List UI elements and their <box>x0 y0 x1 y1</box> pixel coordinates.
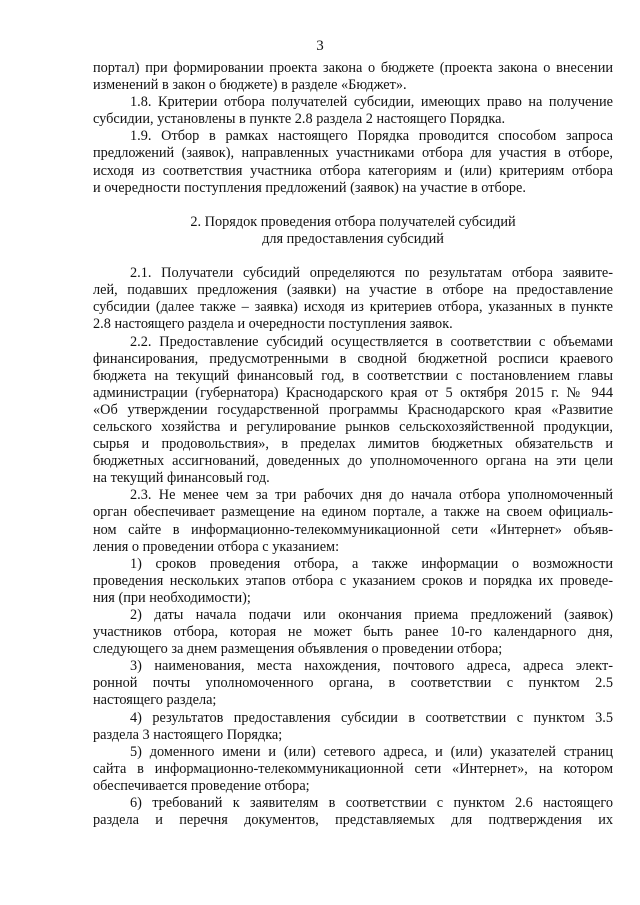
text-line: сайта в информационно-телекоммуникационной сети «Интернет», на котором <box>93 760 613 777</box>
text-line: проведения нескольких этапов отбора с указанием сроков и порядка их проведе- <box>93 572 613 589</box>
text-line: на текущий финансовый год. <box>93 470 270 487</box>
paragraph <box>93 60 613 94</box>
text-line: 6) требований к заявителям в соответствии с пунктом 2.6 настоящего <box>130 795 613 812</box>
text-line: ния (при необходимости); <box>93 589 251 606</box>
spacer <box>93 248 613 265</box>
text-line: 2.2. Предоставление субсидий осуществляется в соответствии с объемами <box>130 333 613 350</box>
paragraph <box>93 795 613 829</box>
text-line: исходя из соответствия участника отбора категориям и (или) критериям отбора <box>93 162 613 179</box>
text-line: ронной почты уполномоченного органа, в соответствии с пунктом 2.5 <box>93 675 613 692</box>
paragraph <box>93 744 613 795</box>
text-line: 1.9. Отбор в рамках настоящего Порядка проводится способом запроса <box>130 128 613 145</box>
text-line: портал) при формировании проекта закона о бюджете (проекта закона о внесении <box>93 60 613 76</box>
text-line: и очередности поступления предложений (заявок) на участие в отборе. <box>93 179 526 196</box>
text-line: субсидии, установлены в пункте 2.8 раздела 2 настоящего Порядка. <box>93 111 506 128</box>
text-line: раздела 3 настоящего Порядка; <box>93 726 283 743</box>
page-number: 3 <box>316 38 324 54</box>
text-line: ления о проведении отбора с указанием: <box>93 538 340 555</box>
spacer <box>93 197 613 214</box>
paragraph <box>93 556 613 607</box>
text-line: сельского хозяйства и регулирование рынков сельскохозяйственной продукции, <box>93 418 613 435</box>
text-line: орган обеспечивает размещение на едином портале, а также на своем официаль- <box>93 504 613 521</box>
text-line: сырья и продовольствия», в пределах лимитов бюджетных обязательств и <box>93 436 613 453</box>
text-line: бюджетных ассигнований, доведенных до уполномоченного органа на эти цели <box>93 453 613 470</box>
text-line: 3) наименования, места нахождения, почтового адреса, адреса элект- <box>130 658 613 675</box>
paragraph <box>93 658 613 709</box>
paragraph <box>93 265 613 333</box>
text-line: финансирования, предусмотренными в сводной бюджетной росписи краевого <box>93 350 613 367</box>
text-line: «Об утверждении государственной программы Краснодарского края «Развитие <box>93 401 613 418</box>
text-line: субсидии (далее также – заявка) исходя из критериев отбора, указанных в пункте <box>93 299 613 316</box>
text-line: изменений в закон о бюджете) в разделе «Бюджет». <box>93 77 407 94</box>
text-line: 1.8. Критерии отбора получателей субсидии, имеющих право на получение <box>130 94 613 111</box>
text-line: предложений (заявок), направленных участниками отбора для участия в отборе, <box>93 145 613 162</box>
text-line: 4) результатов предоставления субсидии в соответствии с пунктом 3.5 <box>130 709 613 726</box>
text-line: ном сайте в информационно-телекоммуникационной сети «Интернет» объяв- <box>93 521 613 538</box>
heading-line: 2. Порядок проведения отбора получателей субсидий <box>190 213 516 230</box>
paragraph <box>93 607 613 658</box>
text-line: участников отбора, которая не может быть ранее 10-го календарного дня, <box>93 624 613 641</box>
text-line: обеспечивается проведение отбора; <box>93 777 310 794</box>
text-line: 1) сроков проведения отбора, а также информации о возможности <box>130 555 613 572</box>
section-heading <box>93 214 613 248</box>
text-line: раздела и перечня документов, представляемых для подтверждения их <box>93 812 613 829</box>
text-line: бюджета на текущий финансовый год, в соответствии с постановлением главы <box>93 367 613 384</box>
text-line: 2.1. Получатели субсидий определяются по результатам отбора заявите- <box>130 265 613 282</box>
text-line: 5) доменного имени и (или) сетевого адреса, и (или) указателей страниц <box>130 743 613 760</box>
text-line: 2) даты начала подачи или окончания приема предложений (заявок) <box>130 607 613 623</box>
text-line: 2.8 настоящего раздела и очередности поступления заявок. <box>93 316 453 333</box>
paragraph <box>93 128 613 196</box>
text-line: администрации (губернатора) Краснодарского края от 5 октября 2015 г. № 944 <box>93 384 613 401</box>
paragraph <box>93 710 613 744</box>
paragraph <box>93 94 613 128</box>
text-line: настоящего раздела; <box>93 692 217 709</box>
paragraph <box>93 334 613 488</box>
text-line: следующего за днем размещения объявления о проведении отбора; <box>93 641 503 658</box>
text-line: лей, подавших предложения (заявки) на участие в отборе на предоставление <box>93 282 613 299</box>
text-line: 2.3. Не менее чем за три рабочих дня до начала отбора уполномоченный <box>130 487 613 504</box>
heading-line: для предоставления субсидий <box>262 230 444 247</box>
paragraph <box>93 487 613 555</box>
document-body <box>93 60 613 829</box>
